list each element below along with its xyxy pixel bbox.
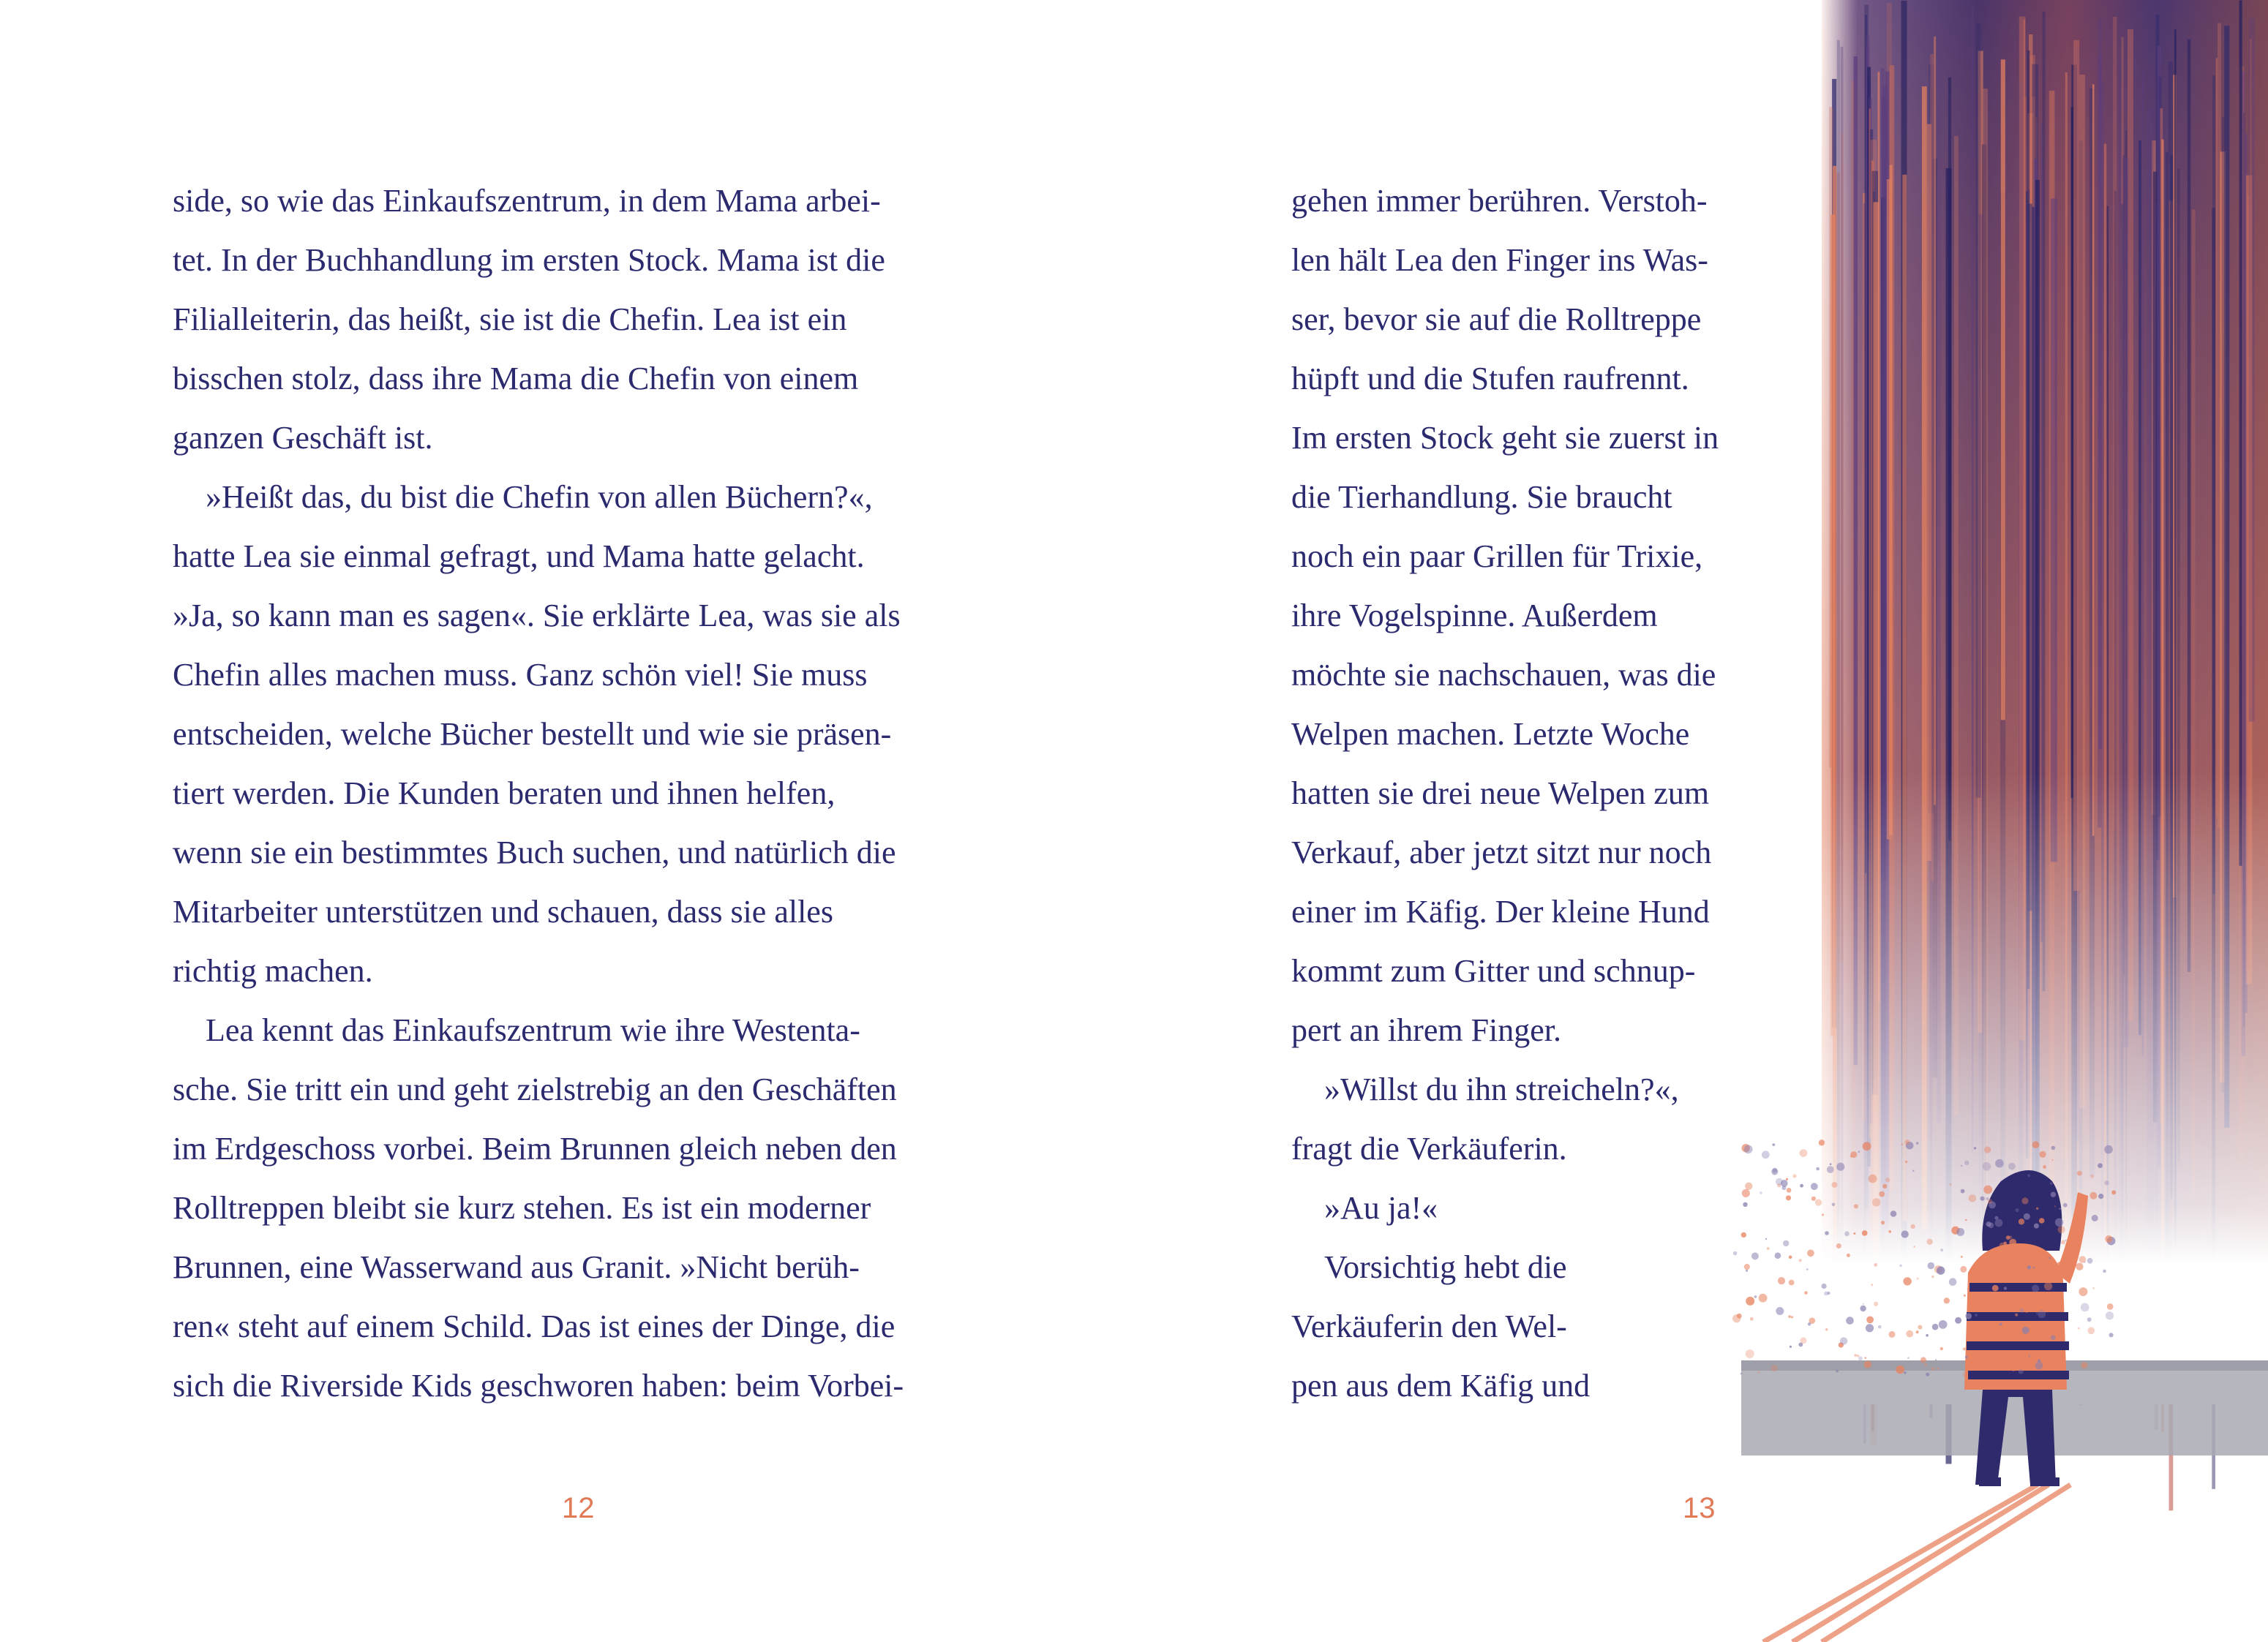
- right-page-text-line: Im ersten Stock geht sie zuerst in: [1291, 420, 1719, 456]
- right-page-text: [1291, 171, 1774, 1415]
- left-page-text-line: wenn sie ein bestimmtes Buch suchen, und natürlich die: [173, 835, 896, 870]
- left-page-text-line: Chefin alles machen muss. Ganz schön viel! Sie muss: [173, 657, 868, 693]
- right-page-text-line: einer im Käfig. Der kleine Hund: [1291, 894, 1710, 930]
- left-page-text-line: richtig machen.: [173, 953, 373, 989]
- left-page-text-line: sich die Riverside Kids geschworen haben: beim Vorbei-: [173, 1368, 904, 1404]
- left-page-text-line: im Erdgeschoss vorbei. Beim Brunnen gleich neben den: [173, 1131, 897, 1167]
- left-page-text-line: side, so wie das Einkaufszentrum, in dem Mama arbei-: [173, 183, 881, 219]
- right-page-text-line: die Tierhandlung. Sie braucht: [1291, 479, 1672, 515]
- page-number-right: 13: [1683, 1492, 1716, 1524]
- right-page-text-line: noch ein paar Grillen für Trixie,: [1291, 538, 1703, 574]
- left-page-text-line: tet. In der Buchhandlung im ersten Stock. Mama ist die: [173, 242, 885, 278]
- left-page-text-line: entscheiden, welche Bücher bestellt und wie sie präsen-: [173, 716, 892, 752]
- left-page-text-line: Mitarbeiter unterstützen und schauen, dass sie alles: [173, 894, 833, 930]
- left-page-text-line: bisschen stolz, dass ihre Mama die Chefin von einem: [173, 361, 859, 396]
- right-page-text-line: pert an ihrem Finger.: [1291, 1012, 1562, 1048]
- left-page-text-line: Lea kennt das Einkaufszentrum wie ihre Westenta-: [206, 1012, 860, 1048]
- right-page-text-line: Vorsichtig hebt die: [1324, 1249, 1567, 1285]
- right-page-text-line: Welpen machen. Letzte Woche: [1291, 716, 1690, 752]
- right-page-text-line: kommt zum Gitter und schnup-: [1291, 953, 1696, 989]
- page-number-left: 12: [562, 1492, 595, 1524]
- left-page-text-line: Rolltreppen bleibt sie kurz stehen. Es ist ein moderner: [173, 1190, 871, 1226]
- right-page-text-line: fragt die Verkäuferin.: [1291, 1131, 1567, 1167]
- right-page-text-line: Verkauf, aber jetzt sitzt nur noch: [1291, 835, 1712, 870]
- left-page-text-line: sche. Sie tritt ein und geht zielstrebig an den Geschäften: [173, 1072, 897, 1107]
- left-page-text-line: Brunnen, eine Wasserwand aus Granit. »Nicht berüh-: [173, 1249, 860, 1285]
- right-page-text-line: Verkäuferin den Wel-: [1291, 1308, 1567, 1344]
- left-page-text-line: »Ja, so kann man es sagen«. Sie erklärte Lea, was sie als: [173, 598, 901, 633]
- fountain-wall-girl-illustration: [1705, 0, 2268, 1642]
- left-page-text-line: ren« steht auf einem Schild. Das ist eines der Dinge, die: [173, 1308, 895, 1344]
- left-page-text-line: hatte Lea sie einmal gefragt, und Mama hatte gelacht.: [173, 538, 865, 574]
- right-page-text-line: »Willst du ihn streicheln?«,: [1324, 1072, 1679, 1107]
- right-page-text-line: ihre Vogelspinne. Außerdem: [1291, 598, 1658, 633]
- left-page-text-line: ganzen Geschäft ist.: [173, 420, 433, 456]
- right-page-text-line: hüpft und die Stufen raufrennt.: [1291, 361, 1689, 396]
- right-page-text-line: »Au ja!«: [1324, 1190, 1438, 1226]
- left-page-text-line: tiert werden. Die Kunden beraten und ihnen helfen,: [173, 775, 836, 811]
- right-page-text-line: hatten sie drei neue Welpen zum: [1291, 775, 1710, 811]
- right-page-text-line: pen aus dem Käfig und: [1291, 1368, 1591, 1404]
- left-page-text-line: Filialleiterin, das heißt, sie ist die Chefin. Lea ist ein: [173, 301, 847, 337]
- right-page-text-line: ser, bevor sie auf die Rolltreppe: [1291, 301, 1702, 337]
- right-page-text-line: gehen immer berühren. Verstoh-: [1291, 183, 1708, 219]
- right-page-text-line: len hält Lea den Finger ins Was-: [1291, 242, 1708, 278]
- left-page-text-line: »Heißt das, du bist die Chefin von allen Büchern?«,: [206, 479, 873, 515]
- right-page-text-line: möchte sie nachschauen, was die: [1291, 657, 1716, 693]
- left-page-text: [173, 171, 977, 1415]
